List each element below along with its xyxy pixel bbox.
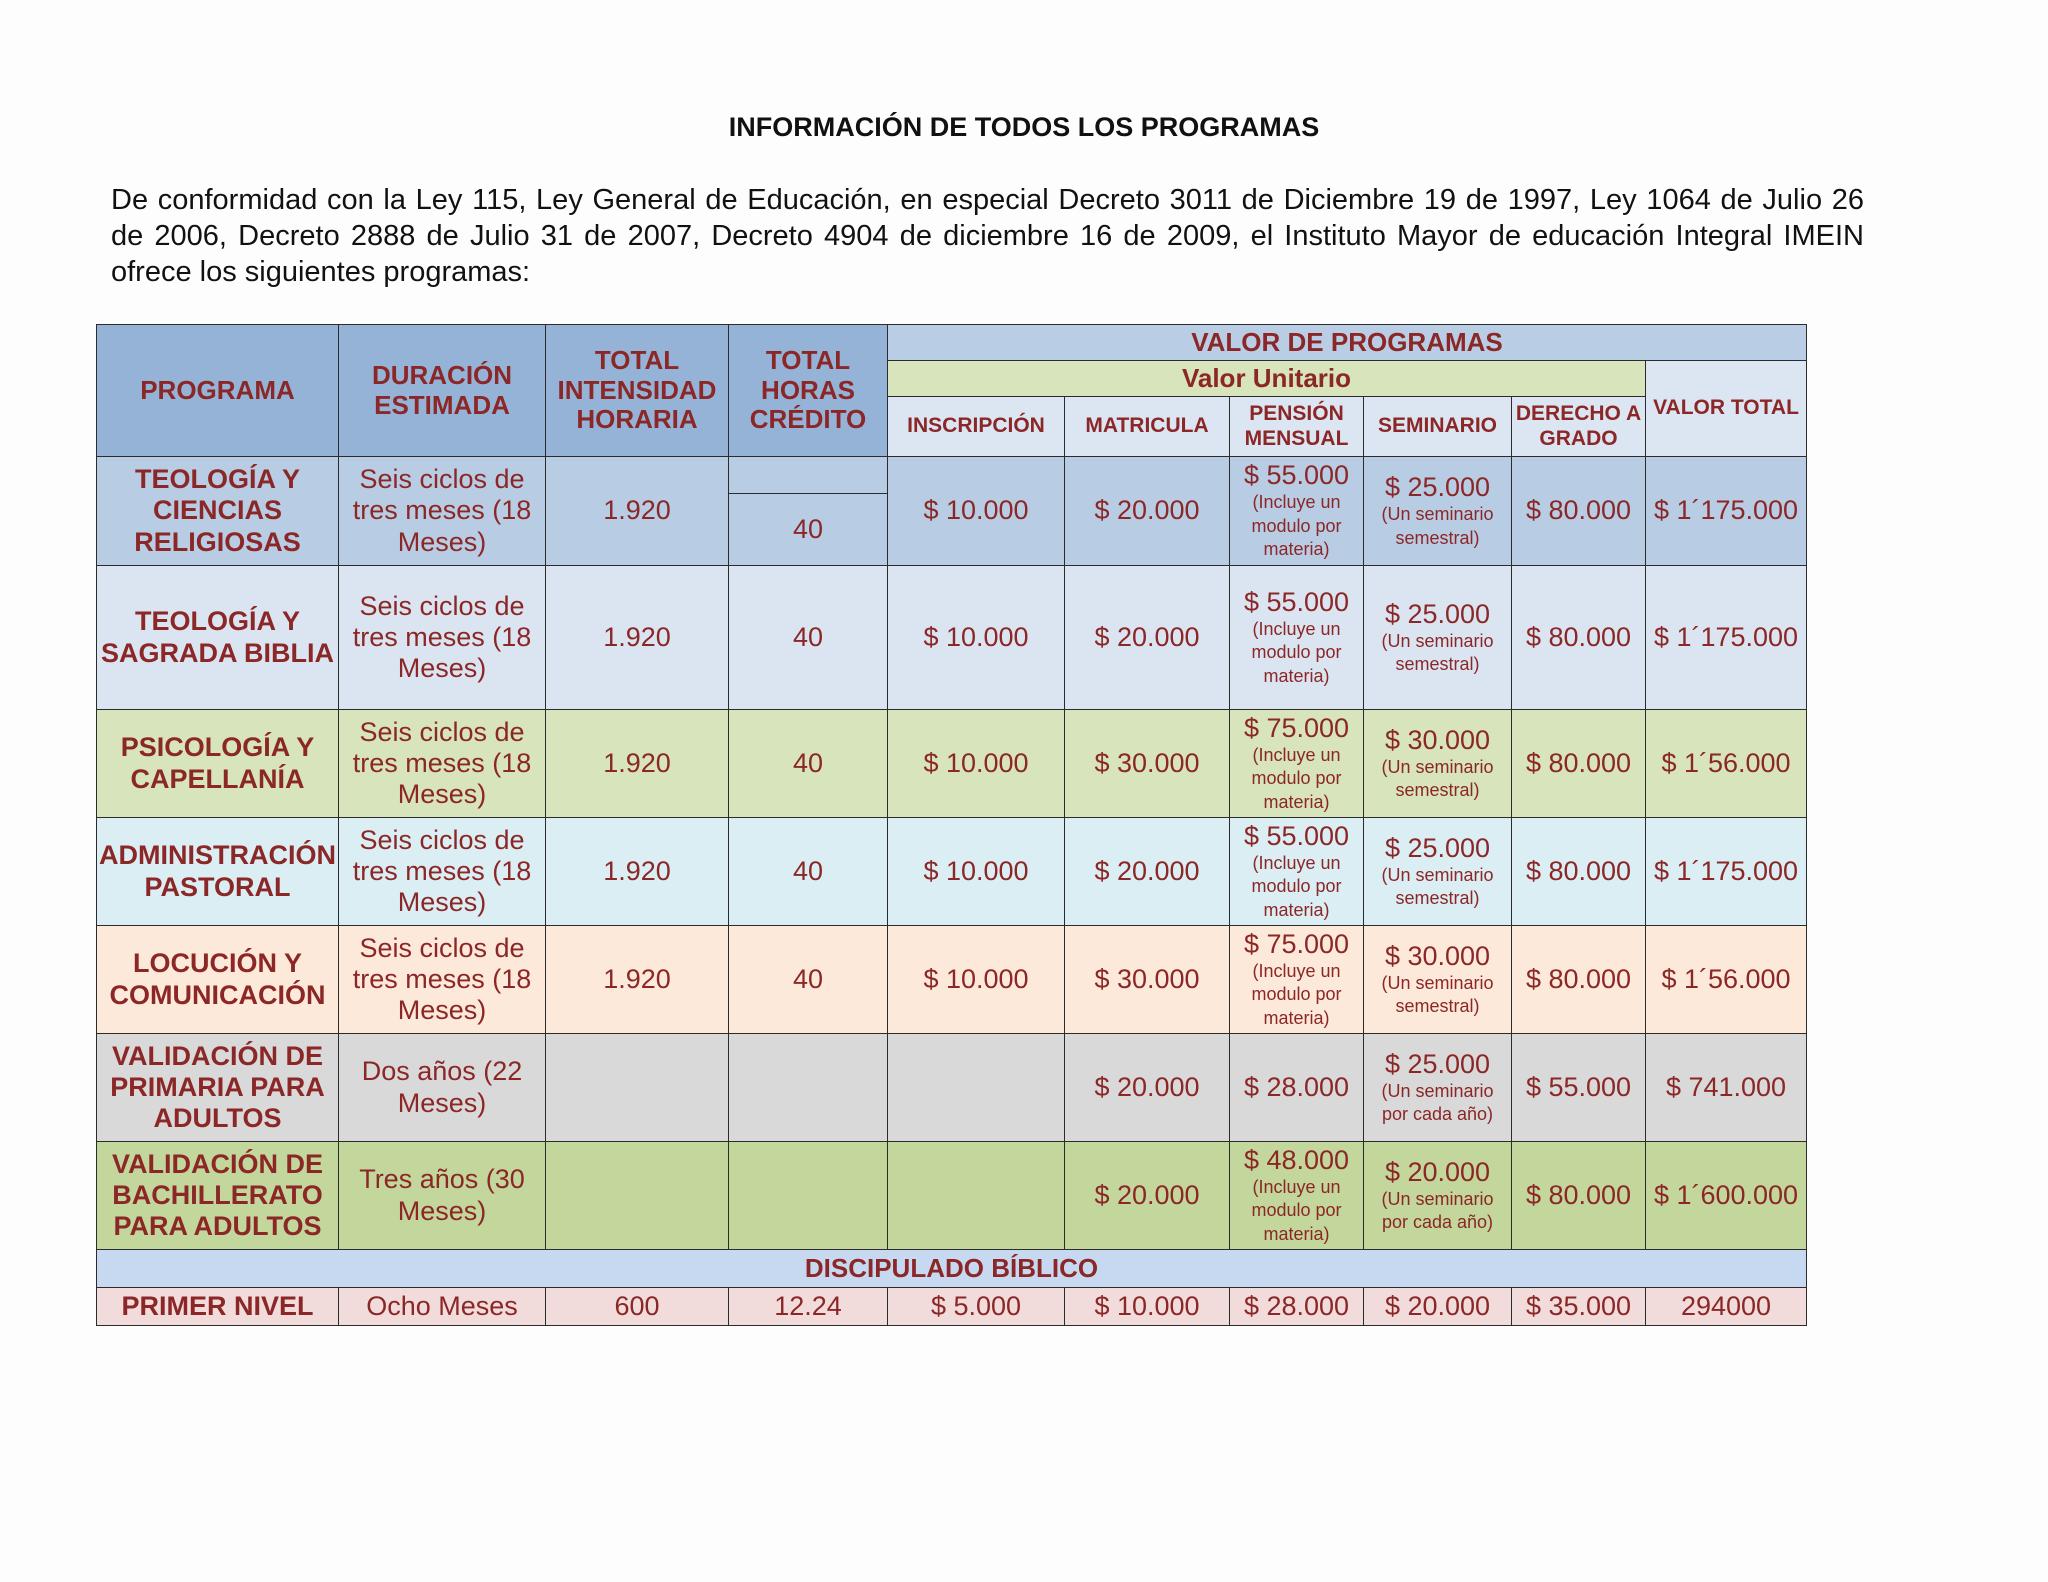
table-row — [97, 566, 1807, 710]
program-duration: Seis ciclos de tres meses (18 Meses) — [339, 457, 546, 566]
program-duration: Ocho Meses — [339, 1288, 546, 1326]
program-duration: Seis ciclos de tres meses (18 Meses) — [339, 818, 546, 926]
program-derecho: $ 80.000 — [1512, 818, 1646, 926]
program-intensity: 600 — [546, 1288, 729, 1326]
program-total: $ 1´175.000 — [1646, 457, 1807, 566]
program-derecho: $ 80.000 — [1512, 457, 1646, 566]
header-valor-programas: VALOR DE PROGRAMAS — [888, 325, 1807, 361]
program-seminario: $ 20.000 — [1364, 1288, 1512, 1326]
header-valor-unitario: Valor Unitario — [888, 361, 1646, 397]
header-inscripcion: INSCRIPCIÓN — [888, 397, 1065, 457]
seminario-note: (Un seminario por cada año) — [1381, 1188, 1494, 1233]
header-programa: PROGRAMA — [97, 325, 339, 457]
seminario-value: $ 25.000 — [1384, 598, 1491, 629]
program-inscripcion: $ 10.000 — [888, 457, 1065, 566]
program-matricula: $ 20.000 — [1065, 818, 1230, 926]
program-pension — [1230, 1034, 1364, 1142]
program-duration: Seis ciclos de tres meses (18 Meses) — [339, 926, 546, 1034]
pension-value: $ 55.000 — [1243, 586, 1350, 617]
program-derecho: $ 80.000 — [1512, 926, 1646, 1034]
program-seminario — [1364, 457, 1512, 566]
program-inscripcion: $ 10.000 — [888, 818, 1065, 926]
program-duration: Dos años (22 Meses) — [339, 1034, 546, 1142]
program-intensity: 1.920 — [546, 818, 729, 926]
program-matricula: $ 10.000 — [1065, 1288, 1230, 1326]
program-matricula: $ 20.000 — [1065, 457, 1230, 566]
header-intensidad: TOTAL INTENSIDAD HORARIA — [546, 325, 729, 457]
program-duration: Seis ciclos de tres meses (18 Meses) — [339, 566, 546, 710]
program-name: VALIDACIÓN DE BACHILLERATO PARA ADULTOS — [97, 1142, 339, 1250]
program-intensity: 1.920 — [546, 566, 729, 710]
header-valor-total: VALOR TOTAL — [1646, 361, 1807, 457]
section-discipulado-biblico: DISCIPULADO BÍBLICO — [97, 1250, 1807, 1288]
program-matricula: $ 20.000 — [1065, 1142, 1230, 1250]
pension-note: (Incluye un modulo por materia) — [1251, 492, 1342, 560]
pension-value: $ 55.000 — [1243, 820, 1350, 851]
program-seminario — [1364, 566, 1512, 710]
program-total: $ 1´56.000 — [1646, 926, 1807, 1034]
seminario-note: (Un seminario semestral) — [1381, 504, 1494, 548]
program-hours: 40 — [729, 818, 888, 926]
pension-value: $ 28.000 — [1243, 1071, 1350, 1102]
program-name: PSICOLOGÍA Y CAPELLANÍA — [97, 710, 339, 818]
program-derecho: $ 80.000 — [1512, 566, 1646, 710]
header-seminario: SEMINARIO — [1364, 397, 1512, 457]
program-matricula: $ 20.000 — [1065, 566, 1230, 710]
table-row — [97, 457, 1807, 494]
program-name: TEOLOGÍA Y SAGRADA BIBLIA — [97, 566, 339, 710]
program-inscripcion: $ 10.000 — [888, 926, 1065, 1034]
pension-value: $ 48.000 — [1243, 1144, 1350, 1175]
program-matricula: $ 30.000 — [1065, 926, 1230, 1034]
program-pension: $ 28.000 — [1230, 1288, 1364, 1326]
seminario-value: $ 25.000 — [1384, 472, 1491, 503]
seminario-value: $ 20.000 — [1384, 1156, 1491, 1187]
program-seminario — [1364, 818, 1512, 926]
program-intensity: 1.920 — [546, 926, 729, 1034]
header-pension: PENSIÓN MENSUAL — [1230, 397, 1364, 457]
header-matricula: MATRICULA — [1065, 397, 1230, 457]
seminario-note: (Un seminario semestral) — [1381, 756, 1494, 801]
program-total: $ 1´600.000 — [1646, 1142, 1807, 1250]
program-hours — [729, 1142, 888, 1250]
pension-note: (Incluye un modulo por materia) — [1251, 618, 1342, 686]
intro-paragraph: De conformidad con la Ley 115, Ley General de Educación, en especial Decreto 3011 de Diciembre 19 de 1997, Ley 1064 de Julio 26 de 2006, Decreto 2888 de Julio 31 de 2007, Decreto 4904 de diciembre 16 de 2009, el Instituto Mayor de educación Integral IMEIN ofrece los siguientes programas: — [111, 184, 1864, 288]
pension-value: $ 75.000 — [1243, 928, 1350, 959]
program-seminario — [1364, 1142, 1512, 1250]
program-hours: 40 — [729, 494, 888, 566]
seminario-value: $ 25.000 — [1384, 1048, 1491, 1079]
program-hours — [729, 1034, 888, 1142]
pension-value: $ 75.000 — [1243, 712, 1350, 743]
program-pension — [1230, 818, 1364, 926]
program-name: PRIMER NIVEL — [97, 1288, 339, 1326]
program-seminario — [1364, 926, 1512, 1034]
program-name: ADMINISTRACIÓN PASTORAL — [97, 818, 339, 926]
program-name: TEOLOGÍA Y CIENCIAS RELIGIOSAS — [97, 457, 339, 566]
program-intensity: 1.920 — [546, 457, 729, 566]
table-row — [97, 710, 1807, 818]
program-derecho: $ 80.000 — [1512, 710, 1646, 818]
program-derecho: $ 35.000 — [1512, 1288, 1646, 1326]
seminario-note: (Un seminario por cada año) — [1381, 1080, 1494, 1125]
program-total: 294000 — [1646, 1288, 1807, 1326]
seminario-note: (Un seminario semestral) — [1381, 972, 1494, 1017]
program-derecho: $ 80.000 — [1512, 1142, 1646, 1250]
program-pension — [1230, 1142, 1364, 1250]
pension-value: $ 55.000 — [1243, 460, 1350, 491]
program-inscripcion: $ 5.000 — [888, 1288, 1065, 1326]
program-intensity: 1.920 — [546, 710, 729, 818]
program-inscripcion — [888, 1142, 1065, 1250]
program-total: $ 1´175.000 — [1646, 566, 1807, 710]
program-hours: 12.24 — [729, 1288, 888, 1326]
pension-note: (Incluye un modulo por materia) — [1251, 744, 1342, 812]
pension-note: (Incluye un modulo por materia) — [1251, 960, 1342, 1028]
program-name: LOCUCIÓN Y COMUNICACIÓN — [97, 926, 339, 1034]
program-name: VALIDACIÓN DE PRIMARIA PARA ADULTOS — [97, 1034, 339, 1142]
program-pension — [1230, 566, 1364, 710]
program-intensity — [546, 1142, 729, 1250]
header-horas: TOTAL HORAS CRÉDITO — [729, 325, 888, 457]
pension-note: (Incluye un modulo por materia) — [1251, 1176, 1342, 1244]
header-derecho: DERECHO A GRADO — [1512, 397, 1646, 457]
table-row — [97, 1288, 1807, 1326]
program-duration: Seis ciclos de tres meses (18 Meses) — [339, 710, 546, 818]
programs-table — [96, 324, 1807, 1326]
program-derecho: $ 55.000 — [1512, 1034, 1646, 1142]
seminario-note: (Un seminario semestral) — [1381, 630, 1494, 675]
program-intensity — [546, 1034, 729, 1142]
table-row — [97, 818, 1807, 926]
program-matricula: $ 30.000 — [1065, 710, 1230, 818]
seminario-value: $ 25.000 — [1384, 832, 1491, 863]
seminario-value: $ 30.000 — [1384, 724, 1491, 755]
program-inscripcion — [888, 1034, 1065, 1142]
program-pension — [1230, 457, 1364, 566]
program-hours: 40 — [729, 710, 888, 818]
table-row — [97, 1034, 1807, 1142]
program-pension — [1230, 710, 1364, 818]
program-total: $ 1´175.000 — [1646, 818, 1807, 926]
pension-note: (Incluye un modulo por materia) — [1251, 852, 1342, 920]
program-matricula: $ 20.000 — [1065, 1034, 1230, 1142]
program-hours: 40 — [729, 566, 888, 710]
table-row — [97, 1142, 1807, 1250]
program-hours: 40 — [729, 926, 888, 1034]
program-seminario — [1364, 710, 1512, 818]
program-total: $ 1´56.000 — [1646, 710, 1807, 818]
program-duration: Tres años (30 Meses) — [339, 1142, 546, 1250]
seminario-value: $ 30.000 — [1384, 940, 1491, 971]
program-inscripcion: $ 10.000 — [888, 566, 1065, 710]
program-total: $ 741.000 — [1646, 1034, 1807, 1142]
header-duracion: DURACIÓN ESTIMADA — [339, 325, 546, 457]
program-inscripcion: $ 10.000 — [888, 710, 1065, 818]
program-seminario — [1364, 1034, 1512, 1142]
program-pension — [1230, 926, 1364, 1034]
seminario-note: (Un seminario semestral) — [1381, 864, 1494, 909]
table-row — [97, 926, 1807, 1034]
program-hours-empty — [729, 457, 888, 494]
document-title: INFORMACIÓN DE TODOS LOS PROGRAMAS — [728, 112, 1320, 142]
